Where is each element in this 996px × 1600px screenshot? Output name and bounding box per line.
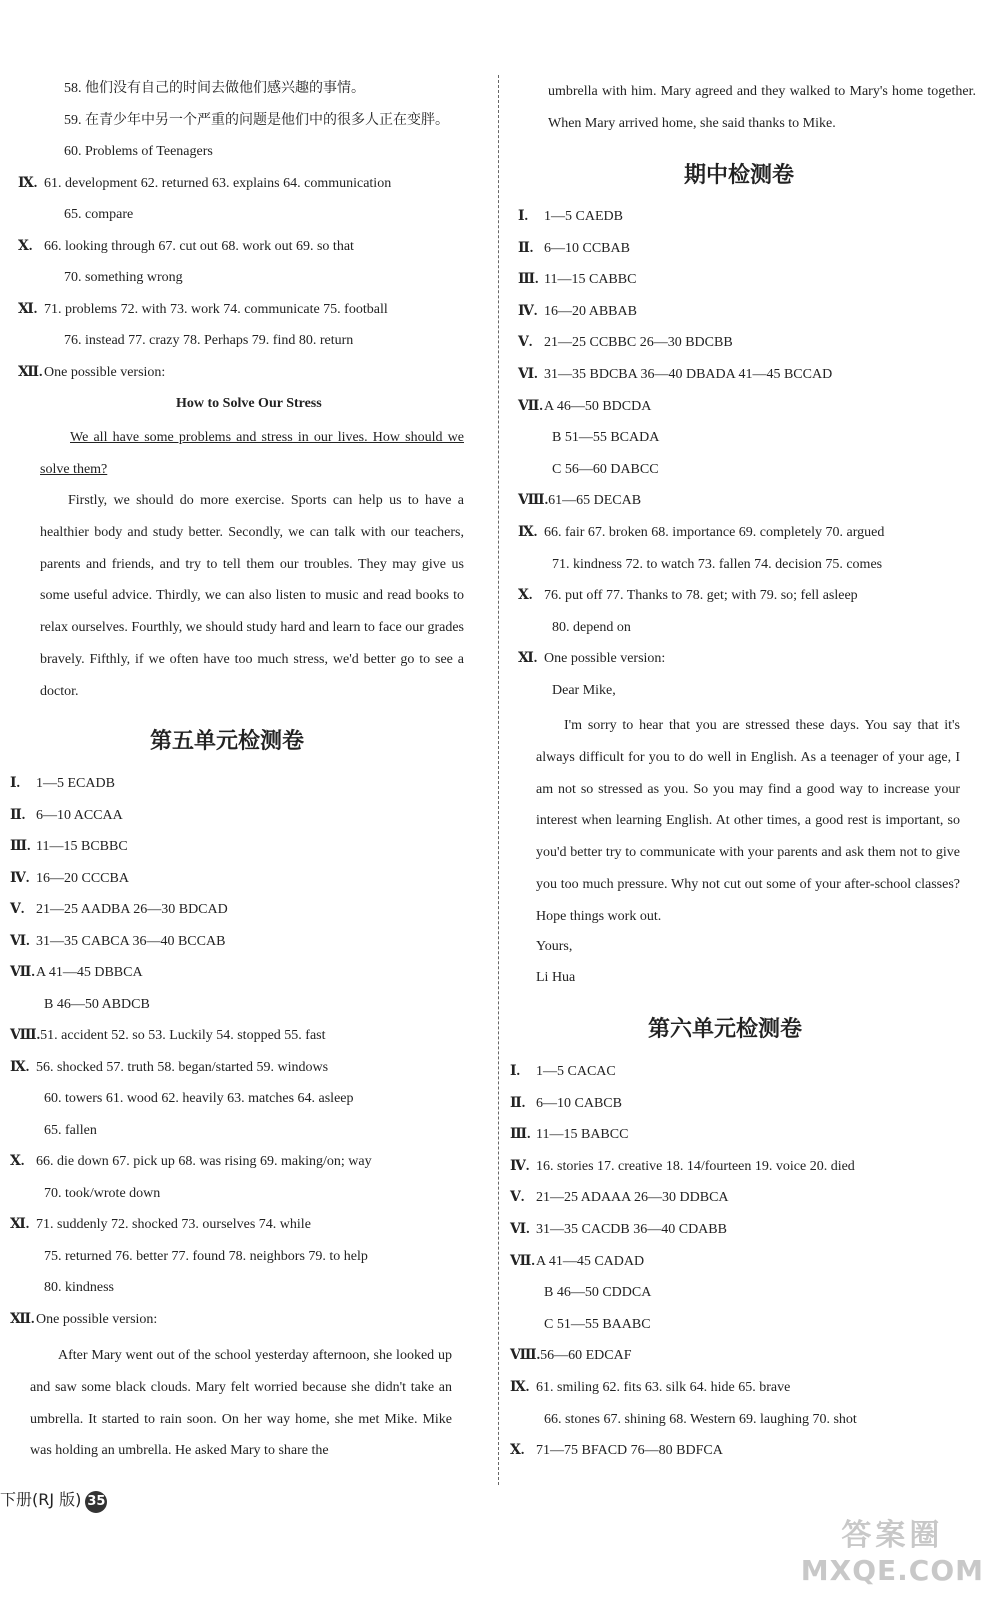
section-number: Ⅲ. xyxy=(510,1127,531,1143)
answer-line xyxy=(10,838,128,856)
section-number: Ⅸ. xyxy=(510,1380,530,1395)
section-number: Ⅺ. xyxy=(518,651,538,667)
section-number: Ⅱ. xyxy=(518,240,534,256)
answer-text: 31—35 CABCA 36—40 BCCAB xyxy=(36,933,226,949)
answer-text: 59. 在青少年中另一个严重的问题是他们中的很多人正在变胖。 xyxy=(64,112,449,128)
essay-body: Firstly, we should do more exercise. Sports can help us to have a healthier body and study better. Secondly, we can talk with our teachers, parents and friends, and try to tell them our troubles. They may give us some useful advice. Thirdly, we can also listen to music and read books to relax ourselves. Fourthly, we should study hard and learn to face our grades bravely. Fifthly, if we often have too much stress, we'd better go to see a doctor. xyxy=(40,493,464,699)
answer-line xyxy=(18,143,213,161)
section-number: Ⅲ. xyxy=(10,839,31,854)
answer-text: 71. kindness 72. to watch 73. fallen 74. decision 75. comes xyxy=(552,556,883,572)
answer-text: 16. stories 17. creative 18. 14/fourteen 19. voice 20. died xyxy=(536,1158,855,1174)
essay-continuation: umbrella with him. Mary agreed and they walked to Mary's home together. When Mary arrived home, she said thanks to Mike. xyxy=(548,84,976,131)
section-number: Ⅵ. xyxy=(518,367,538,382)
section-number: Ⅺ. xyxy=(10,1217,30,1232)
answer-line xyxy=(10,1122,97,1140)
essay-intro: We all have some problems and stress in our lives. How should we solve them? xyxy=(40,430,464,477)
section-number: Ⅻ. xyxy=(10,1311,35,1327)
answer-text: 76. put off 77. Thanks to 78. get; with 79. so; fell asleep xyxy=(544,588,858,604)
answer-text: 6—10 CCBAB xyxy=(544,240,630,256)
answer-line xyxy=(10,996,150,1014)
answer-text: 61—65 DECAB xyxy=(548,493,642,509)
section-number: Ⅹ. xyxy=(18,238,33,254)
answer-text: 66. die down 67. pick up 68. was rising 69. making/on; way xyxy=(36,1154,372,1169)
answer-line xyxy=(18,301,388,319)
answer-line xyxy=(10,1248,368,1266)
answer-line xyxy=(18,238,354,256)
answer-text: A 41—45 CADAD xyxy=(536,1253,645,1269)
answer-text: A 41—45 DBBCA xyxy=(36,965,143,980)
answer-line xyxy=(510,1189,729,1207)
answer-line xyxy=(518,461,659,479)
watermark-logo xyxy=(801,1510,984,1587)
answer-line xyxy=(510,1253,644,1271)
page-number-badge: 35 xyxy=(85,1491,107,1513)
answer-text: C 51—55 BAABC xyxy=(544,1316,651,1332)
answer-text: 21—25 CCBBC 26—30 BDCBB xyxy=(544,335,733,351)
answer-text: 31—35 CACDB 36—40 CDABB xyxy=(536,1222,727,1237)
section-number: Ⅸ. xyxy=(18,175,38,191)
section-number: Ⅶ. xyxy=(510,1253,535,1269)
answer-text: One possible version: xyxy=(36,1311,158,1327)
section-number: Ⅴ. xyxy=(10,902,25,917)
answer-text: 65. fallen xyxy=(44,1122,97,1138)
answer-line xyxy=(10,1216,311,1234)
answer-text: 71—75 BFACD 76—80 BDFCA xyxy=(536,1443,723,1459)
answer-line xyxy=(18,80,365,98)
answer-text: 16—20 ABBAB xyxy=(544,303,637,319)
answer-text: 61. smiling 62. fits 63. silk 64. hide 65. brave xyxy=(536,1380,791,1395)
answer-text: One possible version: xyxy=(44,364,166,380)
answer-line xyxy=(518,619,631,637)
answer-text: 21—25 AADBA 26—30 BDCAD xyxy=(36,902,228,917)
answer-line xyxy=(10,807,123,825)
answer-line xyxy=(10,1059,328,1077)
answer-text: 11—15 BCBBC xyxy=(36,839,128,854)
answer-line xyxy=(510,1158,855,1176)
section-number: Ⅱ. xyxy=(510,1095,526,1111)
answer-text: 70. something wrong xyxy=(64,270,183,285)
answer-text: B 51—55 BCADA xyxy=(552,430,660,446)
answer-text: 66. looking through 67. cut out 68. work out 69. so that xyxy=(44,238,354,254)
answer-text: 56. shocked 57. truth 58. began/started 59. windows xyxy=(36,1059,329,1075)
answer-line xyxy=(10,1311,157,1329)
watermark-line1: 答案圈 xyxy=(841,1518,944,1553)
answer-line xyxy=(518,492,641,510)
answer-line xyxy=(10,870,129,888)
section-number: Ⅻ. xyxy=(18,364,43,380)
answer-line xyxy=(518,587,858,605)
answer-line xyxy=(510,1316,651,1334)
unit5-title: 第五单元检测卷 xyxy=(150,729,305,754)
section-number: Ⅵ. xyxy=(10,933,30,949)
column-divider xyxy=(498,75,499,1485)
answer-line xyxy=(18,112,449,130)
answer-line xyxy=(518,240,630,258)
answer-line xyxy=(510,1411,857,1429)
answer-text: B 46—50 CDDCA xyxy=(544,1285,652,1301)
answer-text: 60. Problems of Teenagers xyxy=(64,144,213,159)
section-number: Ⅷ. xyxy=(518,493,549,509)
watermark-line2: MXQE.COM xyxy=(800,1554,984,1587)
letter-body: I'm sorry to hear that you are stressed these days. You say that it's always difficult for you to do well in English. As a teenager of your age, I am not so stressed as you. So you may find a good way to increase your interest when learning English. At other times, a good rest is important, so you'd better try to communicate with your parents and ask them not to give you too much pressure. Why not cut out some of your after-school classes? Hope things work out. xyxy=(536,718,960,924)
answer-line xyxy=(510,1126,628,1144)
answer-text: A 46—50 BDCDA xyxy=(544,398,652,414)
answer-line xyxy=(518,398,651,416)
answer-text: C 56—60 DABCC xyxy=(552,461,659,477)
answer-line xyxy=(518,650,665,668)
answer-text: 60. towers 61. wood 62. heavily 63. matches 64. asleep xyxy=(44,1091,354,1106)
answer-text: 21—25 ADAAA 26—30 DDBCA xyxy=(536,1190,729,1206)
unit5-essay: After Mary went out of the school yesterday afternoon, she looked up and saw some black clouds. Mary felt worried because she didn't take an umbrella. It started to rain soon. On her way home, she met Mike. Mike was holding an umbrella. He asked Mary to share the xyxy=(30,1348,452,1459)
answer-text: 6—10 CABCB xyxy=(536,1095,622,1111)
answer-line xyxy=(518,682,616,700)
answer-text: 1—5 CACAC xyxy=(536,1064,616,1079)
answer-text: Dear Mike, xyxy=(552,683,616,698)
answer-text: One possible version: xyxy=(544,651,666,667)
answer-text: 1—5 ECADB xyxy=(36,776,115,791)
answer-text: 58. 他们没有自己的时间去做他们感兴趣的事情。 xyxy=(64,81,365,96)
answer-text: 11—15 BABCC xyxy=(536,1127,629,1143)
section-number: Ⅶ. xyxy=(518,398,543,414)
section-number: Ⅰ. xyxy=(510,1064,521,1079)
section-number: Ⅱ. xyxy=(10,807,26,823)
answer-line xyxy=(18,269,183,287)
midterm-title: 期中检测卷 xyxy=(684,163,795,188)
answer-line xyxy=(10,1279,114,1297)
section-number: Ⅳ. xyxy=(510,1158,530,1174)
answer-text: 71. problems 72. with 73. work 74. communicate 75. football xyxy=(44,301,388,317)
letter-signature: Li Hua xyxy=(536,970,576,985)
page-footer xyxy=(0,1487,107,1513)
answer-line xyxy=(18,175,391,193)
essay-title: How to Solve Our Stress xyxy=(176,396,322,411)
section-number: Ⅳ. xyxy=(518,303,538,319)
answer-line xyxy=(518,556,882,574)
answer-text: 51. accident 52. so 53. Luckily 54. stopped 55. fast xyxy=(40,1028,326,1043)
section-number: Ⅸ. xyxy=(10,1059,30,1075)
answer-text: 66. stones 67. shining 68. Western 69. laughing 70. shot xyxy=(544,1411,857,1427)
answer-line xyxy=(510,1284,651,1302)
answer-line xyxy=(10,775,115,793)
answer-line xyxy=(18,206,133,224)
answer-text: 65. compare xyxy=(64,207,134,222)
answer-text: 61. development 62. returned 63. explains 64. communication xyxy=(44,175,392,191)
section-number: Ⅵ. xyxy=(510,1222,530,1237)
answer-line xyxy=(518,334,733,352)
answer-line xyxy=(10,1027,326,1045)
section-number: Ⅸ. xyxy=(518,525,538,540)
section-number: Ⅹ. xyxy=(10,1154,25,1169)
answer-line xyxy=(10,1090,354,1108)
answer-line xyxy=(510,1442,723,1460)
answer-line xyxy=(510,1063,616,1081)
letter-closing: Yours, xyxy=(536,939,573,954)
answer-line xyxy=(18,332,353,350)
section-number: Ⅰ. xyxy=(10,776,21,791)
answer-text: 16—20 CCCBA xyxy=(36,870,129,886)
answer-line xyxy=(10,1185,160,1203)
answer-text: 1—5 CAEDB xyxy=(544,209,623,224)
answer-text: 71. suddenly 72. shocked 73. ourselves 74. while xyxy=(36,1217,311,1232)
answer-text: 75. returned 76. better 77. found 78. neighbors 79. to help xyxy=(44,1248,368,1264)
answer-text: 76. instead 77. crazy 78. Perhaps 79. find 80. return xyxy=(64,333,354,348)
section-number: Ⅷ. xyxy=(510,1348,541,1364)
answer-line xyxy=(518,208,623,226)
section-number: Ⅴ. xyxy=(518,335,533,351)
answer-line xyxy=(18,364,165,382)
answer-line xyxy=(10,1153,372,1171)
section-number: Ⅹ. xyxy=(518,588,533,604)
section-number: Ⅹ. xyxy=(510,1443,525,1459)
answer-text: 11—15 CABBC xyxy=(544,272,637,288)
answer-line xyxy=(10,933,225,951)
section-number: Ⅶ. xyxy=(10,965,35,980)
section-number: Ⅰ. xyxy=(518,209,529,224)
answer-text: 80. kindness xyxy=(44,1280,114,1295)
answer-text: 31—35 BDCBA 36—40 DBADA 41—45 BCCAD xyxy=(544,367,833,382)
answer-text: 56—60 EDCAF xyxy=(540,1348,632,1364)
answer-text: 80. depend on xyxy=(552,619,631,635)
answer-line xyxy=(510,1095,622,1113)
answer-line xyxy=(518,524,884,542)
unit6-title: 第六单元检测卷 xyxy=(648,1017,803,1042)
answer-line xyxy=(10,964,143,982)
answer-line xyxy=(518,366,832,384)
footer-label: 下册(RJ 版) xyxy=(0,1490,82,1509)
section-number: Ⅴ. xyxy=(510,1190,525,1206)
answer-line xyxy=(518,271,636,289)
answer-text: 6—10 ACCAA xyxy=(36,807,123,823)
section-number: Ⅳ. xyxy=(10,870,30,886)
answer-text: 70. took/wrote down xyxy=(44,1185,161,1201)
answer-line xyxy=(10,901,228,919)
answer-text: B 46—50 ABDCB xyxy=(44,996,150,1012)
section-number: Ⅺ. xyxy=(18,301,38,317)
section-number: Ⅲ. xyxy=(518,272,539,288)
answer-line xyxy=(518,303,637,321)
answer-line xyxy=(510,1379,790,1397)
answer-line xyxy=(518,429,659,447)
answer-line xyxy=(510,1347,632,1365)
section-number: Ⅷ. xyxy=(10,1028,41,1043)
answer-line xyxy=(510,1221,727,1239)
answer-text: 66. fair 67. broken 68. importance 69. completely 70. argued xyxy=(544,525,885,540)
